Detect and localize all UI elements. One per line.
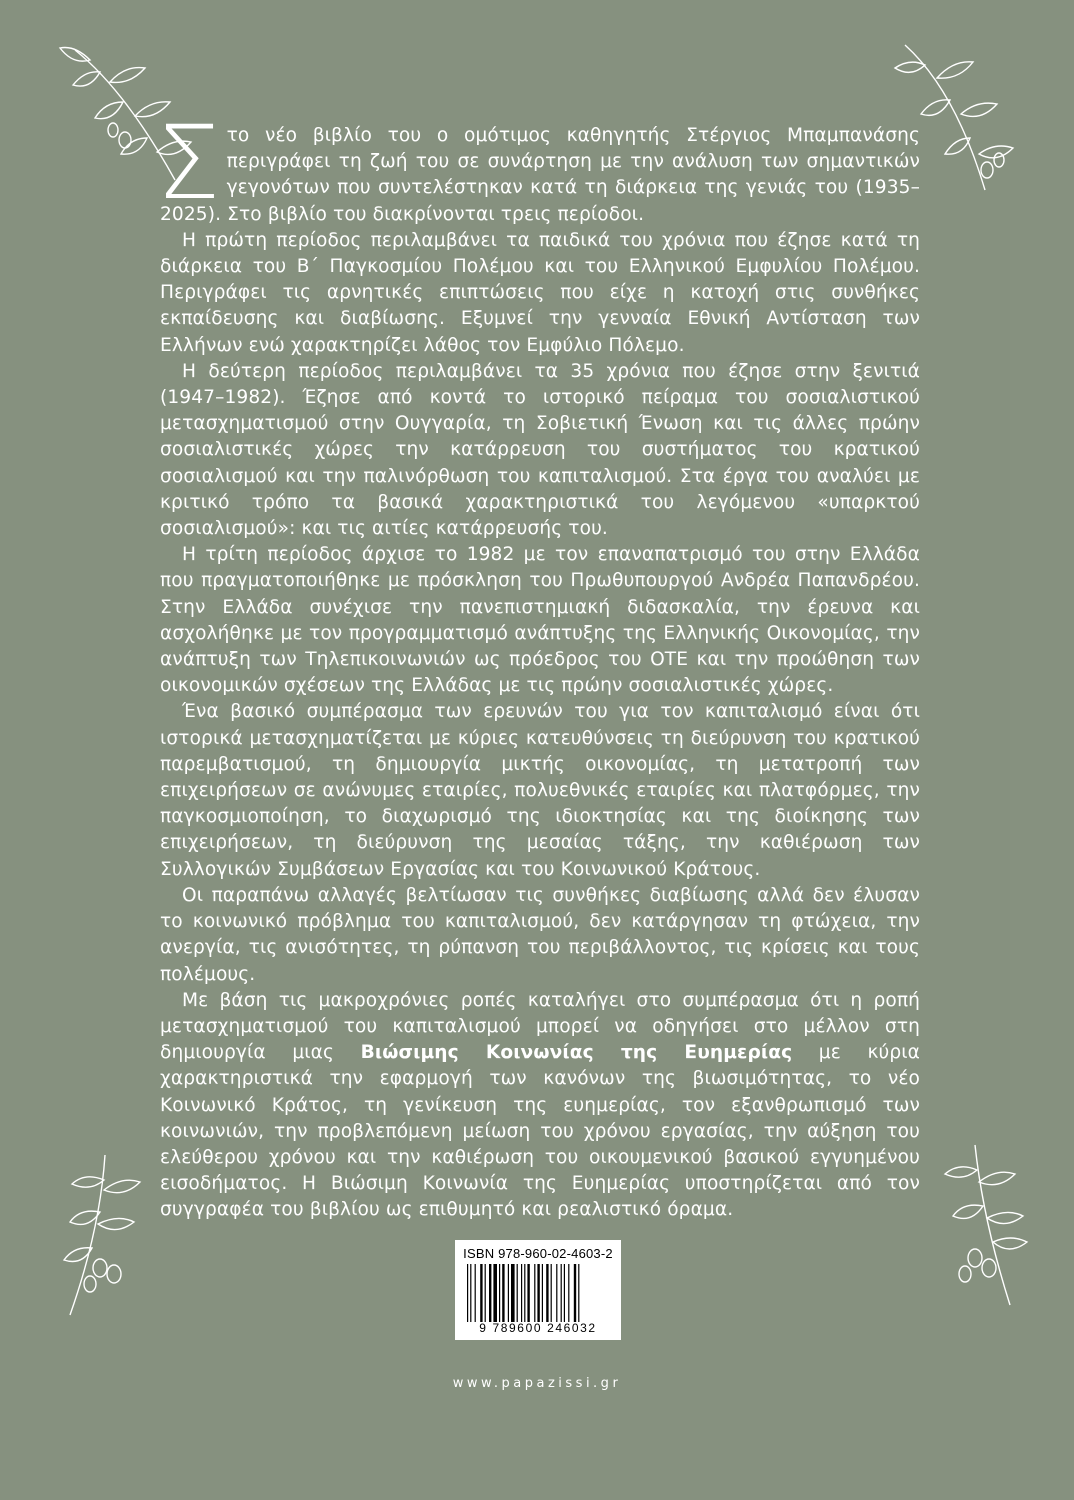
publisher-website: www.papazissi.gr [452, 1376, 622, 1391]
barcode-bars [465, 1264, 615, 1322]
paragraph-7 [160, 988, 920, 1224]
paragraph-2: Η πρώτη περίοδος περιλαμβάνει τα παιδικά του χρόνια που έζησε κατά τη διάρκεια του Β΄ Παγκοσμίου Πολέμου και του Ελληνικού Εμφυλίου Πολέμου. Περιγράφει τις αρνητικές επιπτώσεις που είχε η κατοχή στις συνθήκες εκπαίδευσης και διαβίωσης. Εξυμνεί την γενναία Εθνική Αντίσταση των Ελλήνων ενώ χαρακτηρίζει λάθος τον Εμφύλιο Πόλεμο. [160, 229, 920, 356]
paragraph-7-bold: Βιώσιμης Κοινωνίας της Ευημερίας [360, 1042, 793, 1064]
drop-cap: Σ [156, 104, 221, 223]
paragraph-6: Οι παραπάνω αλλαγές βελτίωσαν τις συνθήκες διαβίωσης αλλά δεν έλυσαν το κοινωνικό πρόβλημα του καπιταλισμού, δεν κατάργησαν τη φτώχεια, την ανεργία, τις ανισότητες, τη ρύπανση του περιβάλλοντος, τις κρίσεις και τους πολέμους. [160, 884, 920, 985]
barcode-digits: 9 789600 246032 [479, 1321, 597, 1335]
paragraph-5: Ένα βασικό συμπέρασμα των ερευνών του για τον καπιταλισμό είναι ότι ιστορικά μετασχηματίζεται με κύριες κατευθύνσεις τη διεύρυνση του κρατικού παρεμβατισμού, τη δημιουργία μικτής οικονομίας, τη μετατροπή των επιχειρήσεων σε ανώνυμες εταιρίες, πολυεθνικές εταιρίες και πλατφόρμες, την παγκοσμιοποίηση, το διαχωρισμό της ιδιοκτησίας και της διοίκησης των επιχειρήσεων, τη διεύρυνση της μεσαίας τάξης, την καθιέρωση των Συλλογικών Συμβάσεων Εργασίας και του Κοινωνικού Κράτους. [160, 701, 920, 880]
olive-branch-icon [905, 1140, 1055, 1310]
paragraph-4: Η τρίτη περίοδος άρχισε το 1982 με τον επαναπατρισμό του στην Ελλάδα που πραγματοποιήθηκε με πρόσκληση του Πρωθυπουργού Ανδρέα Παπανδρέου. Στην Ελλάδα συνέχισε την πανεπιστημιακή διδασκαλία, την έρευνα και ασχολήθηκε με τον προγραμματισμό ανάπτυξης της Ελληνικής Οικονομίας, την ανάπτυξη των Τηλεπικοινωνιών ως πρόεδρος του ΟΤΕ και την προώθηση των οικονομικών σχέσεων της Ελλάδας με τις πρώην σοσιαλιστικές χώρες. [160, 544, 920, 697]
paragraph-1-text: το νέο βιβλίο του ο ομότιμος καθηγητής Στέργιος Μπαμπανάσης περιγράφει τη ζωή του σε συνάρτηση με την ανάλυση των σημαντικών γεγονότων που συντελέστηκαν κατά τη διάρκεια της γενιάς του (1935–2025). Στο βιβλίο του διακρίνονται τρεις περίοδοι. [160, 125, 920, 225]
paragraph-7-after: με κύρια χαρακτηριστικά την εφαρμογή των κανόνων της βιωσιμότητας, το νέο Κοινωνικό Κράτος, τη γενίκευση της ευημερίας, τον εξανθρωπισμό των κοινωνιών, την προβλεπόμενη μείωση του χρόνου εργασίας, την αύξηση του ελεύθερου χρόνου και την καθιέρωση του οικουμενικού βασικού εγγυημένου εισοδήματος. Η Βιώσιμη Κοινωνία της Ευημερίας υποστηρίζεται από τον συγγραφέα του βιβλίου ως επιθυμητό και ρεαλιστικό όραμα. [160, 1042, 921, 1221]
isbn-label: ISBN 978-960-02-4603-2 [463, 1246, 613, 1261]
paragraph-1 [156, 104, 920, 228]
paragraph-3: Η δεύτερη περίοδος περιλαμβάνει τα 35 χρόνια που έζησε στην ξενιτιά (1947–1982). Έζησε από κοντά το ιστορικό πείραμα του σοσιαλιστικού μετασχηματισμού στην Ουγγαρία, τη Σοβιετική Ένωση και τις άλλες πρώην σοσιαλιστικές χώρες την κατάρρευση του συστήματος του κρατικού σοσιαλισμού και την παλινόρθωση του καπιταλισμού. Στα έργα του αναλύει με κριτικό τρόπο τα βασικά χαρακτηριστικά του λεγόμενου «υπαρκτού σοσιαλισμού»: και τις αιτίες κατάρρευσής του. [160, 360, 920, 540]
olive-branch-icon [30, 1150, 180, 1320]
isbn-barcode [455, 1240, 621, 1340]
back-cover-text [156, 104, 921, 1224]
paragraph-7-before: Με βάση τις μακροχρόνιες ροπές καταλήγει στο συμπέρασμα ότι η ροπή μετασχηματισμού του καπιταλισμού μπορεί να οδηγήσει στο μέλλον στη δημιουργία μιας [160, 989, 920, 1064]
